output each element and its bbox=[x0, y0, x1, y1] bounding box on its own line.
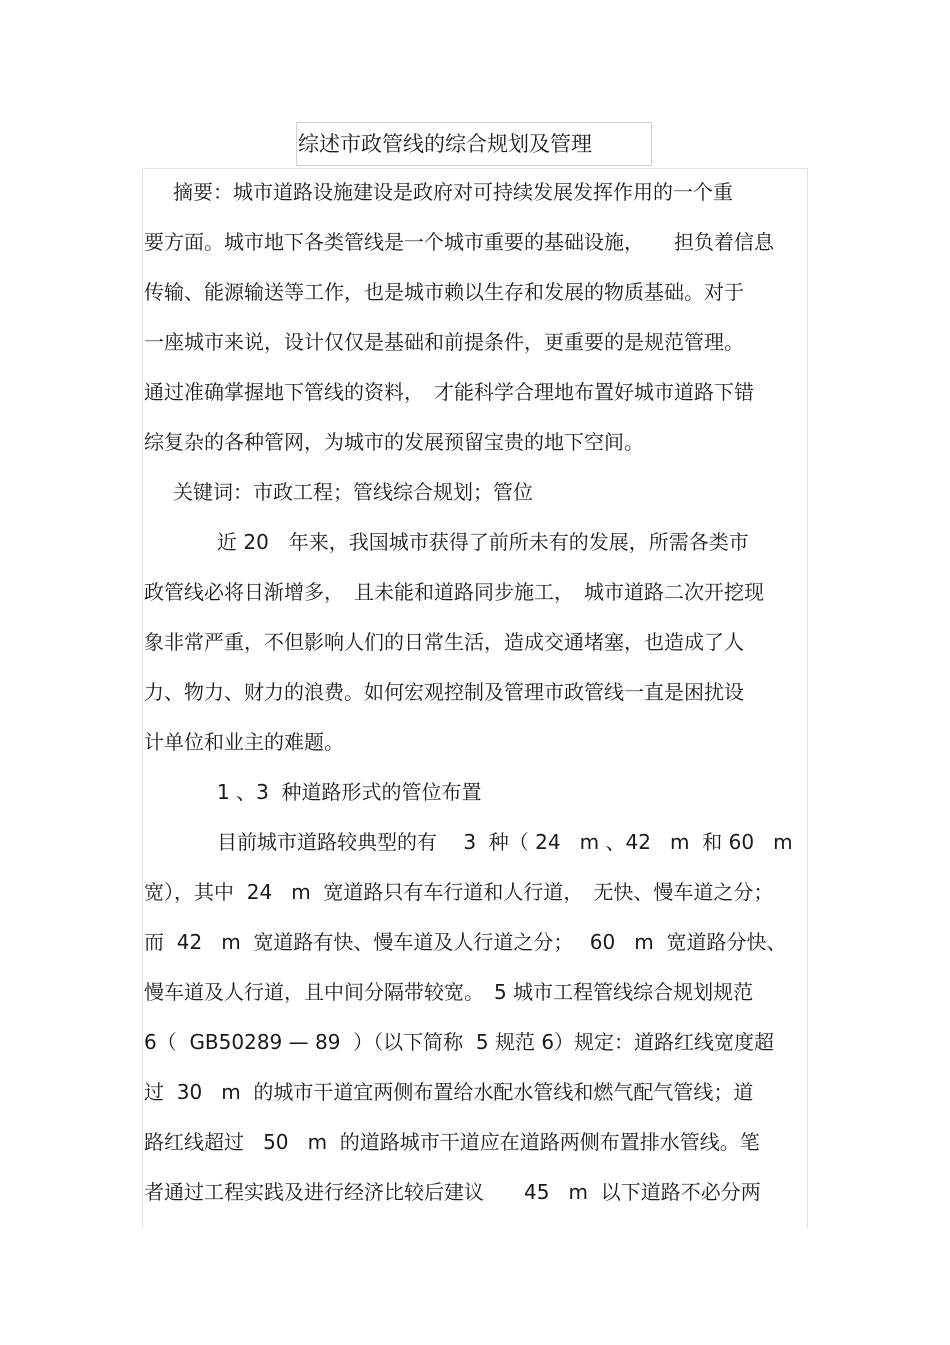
abstract-line-6: 综复杂的各种管网，为城市的发展预留宝贵的地下空间。 bbox=[144, 430, 644, 454]
body-line-2: 政管线必将日渐增多， 且未能和道路同步施工， 城市道路二次开挖现 bbox=[144, 580, 764, 604]
abstract-line-5: 通过准确掌握地下管线的资料， 才能科学合理地布置好城市道路下错 bbox=[144, 380, 754, 404]
body-line-7: 宽），其中 24 m 宽道路只有车行道和人行道， 无快、慢车道之分； bbox=[144, 880, 774, 904]
abstract-line-3: 传输、能源输送等工作，也是城市赖以生存和发展的物质基础。对于 bbox=[144, 280, 744, 304]
abstract-line-2: 要方面。城市地下各类管线是一个城市重要的基础设施， 担负着信息 bbox=[144, 230, 774, 254]
body-line-1: 近 20 年来，我国城市获得了前所未有的发展，所需各类市 bbox=[217, 530, 749, 554]
body-line-10: 6（ GB50289 — 89 ）（以下简称 5 规范 6）规定：道路红线宽度超 bbox=[144, 1030, 775, 1054]
abstract-line-4: 一座城市来说，设计仅仅是基础和前提条件，更重要的是规范管理。 bbox=[144, 330, 744, 354]
section-heading: 1 、3 种道路形式的管位布置 bbox=[217, 780, 482, 804]
body-line-11: 过 30 m 的城市干道宜两侧布置给水配水管线和燃气配气管线；道 bbox=[144, 1080, 754, 1104]
body-line-4: 力、物力、财力的浪费。如何宏观控制及管理市政管线一直是困扰设 bbox=[144, 680, 744, 704]
body-line-13: 者通过工程实践及进行经济比较后建议 45 m 以下道路不必分两 bbox=[144, 1180, 761, 1204]
body-line-8: 而 42 m 宽道路有快、慢车道及人行道之分； 60 m 宽道路分快、 bbox=[144, 930, 787, 954]
page-title: 综述市政管线的综合规划及管理 bbox=[298, 132, 592, 156]
body-line-12: 路红线超过 50 m 的道路城市干道应在道路两侧布置排水管线。笔 bbox=[144, 1130, 760, 1154]
body-line-5: 计单位和业主的难题。 bbox=[144, 730, 344, 754]
body-line-3: 象非常严重，不但影响人们的日常生活，造成交通堵塞，也造成了人 bbox=[144, 630, 744, 654]
body-line-9: 慢车道及人行道，且中间分隔带较宽。 5 城市工程管线综合规划规范 bbox=[144, 980, 754, 1004]
body-line-6: 目前城市道路较典型的有 3 种（ 24 m 、42 m 和 60 m bbox=[217, 830, 793, 854]
keywords-line: 关键词：市政工程；管线综合规划；管位 bbox=[173, 480, 533, 504]
abstract-line-1: 摘要：城市道路设施建设是政府对可持续发展发挥作用的一个重 bbox=[173, 180, 733, 204]
